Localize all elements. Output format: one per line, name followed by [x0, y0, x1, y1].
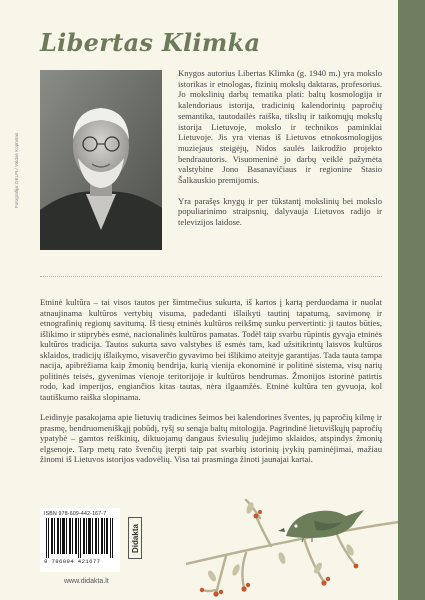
- spine-strip: [398, 0, 425, 600]
- barcode-digits: 9 786094 421677: [44, 558, 101, 565]
- author-bio: [178, 68, 382, 238]
- bird-icon: [278, 510, 364, 542]
- publisher-logo: [128, 517, 142, 559]
- description-paragraph: Leidinyje pasakojama apie lietuvių tradicines šeimos bei kalendorines šventes, jų papročių kilmę ir prasmę, bendruomeniškąjį pobūdį, ryšį su senąja baltų mitologija. Pagrindinė lietuviškųjų papročių ypatybė – gamtos reiškinių, diktuojamų dangaus šviesulių judėjimo sklaidos, atspindys žmonių elgsenoje. Tarp metų rato švenčių įterpti taip pat svarbių istorinių įvykių paminėjimai, mažiau žinomi iš Lietuvos istorijos vadovėlių. Visa tai prasminga žinoti jaunajai kartai.: [40, 412, 382, 464]
- book-description: [40, 297, 382, 475]
- isbn-barcode: [40, 508, 120, 572]
- bio-paragraph: Yra parašęs knygų ir per tūkstantį mokslinių bei mokslo populiarinimo straipsnių, dalyvauja Lietuvos radijo ir televizijos laidose.: [178, 195, 382, 228]
- dotted-divider: [40, 276, 382, 277]
- description-paragraph: Etninė kultūra – tai visos tautos per šimtmečius sukurta, iš kartos į kartą perduodama ir nuolat atnaujinama kultūros vertybių visuma, padedanti išlaikyti tautinį tapatumą, savimonę ir etnografinių regionų savitumą. Iš tiesų etninės kultūros reikšmę sunku pervertinti: ji tautos būties, išlikimo ir stiprybės esmė, nacionalinės kultūros pamatas. Todėl taip svarbu rūpintis gyvąja etninės kultūros tradicija. Tautos sukurta savo valstybes iš esmės tam, kad užsitikrintų laisvos kultūros sklaidos, tradicijų išlaikymo, visaverčio gyvavimo bei išlikimo ateityje garantijas. Tada tauta tampa nacija, apibrėžiama kaip žmonių bendrija, kurią vienija ekonominė ir politinė sistema, visų narių politinės teisės, gyvenimas vienoje teritorijoje ir kultūros bendrumas. Žmonijos istorinė patirtis rodo, kad imperijos, engiančios kitas tautas, nėra ilgaamžės. Etninė kultūra ten gyvuoja, kol tautiškumo raiška slopinama.: [40, 297, 382, 402]
- author-portrait-image: [40, 70, 162, 250]
- photo-credit: Fotografija: DELFI / Valdas Kopūstas: [14, 132, 19, 208]
- publisher-name: Didakta: [130, 523, 140, 553]
- publisher-website: www.didakta.lt: [64, 578, 109, 585]
- barcode-bars: [44, 518, 116, 558]
- author-name: Libertas Klimka: [40, 28, 261, 57]
- isbn-label: ISBN 978-609-442-167-7: [44, 511, 107, 517]
- author-photo: [40, 70, 162, 250]
- bio-paragraph: Knygos autorius Libertas Klimka (g. 1940 m.) yra mokslo istorikas ir etnologas, fizinių mokslų daktaras, profesorius. Jo mokslinių darbų tematika plati: baltų kosmologija ir kalendoriaus istorija, tradicinių kalendorinių papročių semantika, tautodailės raiška, tikslių ir taikomųjų mokslų istorija Lietuvoje, mokslo ir technikos paminklai Lietuvoje. Jis yra vienas iš Lietuvos etnokosmologijos muziejaus steigėjų, Nidos saulės laikrodžio projekto bendraautoris. Visuomeninė jo darbų veiklė pažymėta valstybine Jono Basanavičiaus ir regionine Stasio Šalkauskio premijomis.: [178, 68, 382, 186]
- branch-with-bird-illustration: [186, 486, 398, 598]
